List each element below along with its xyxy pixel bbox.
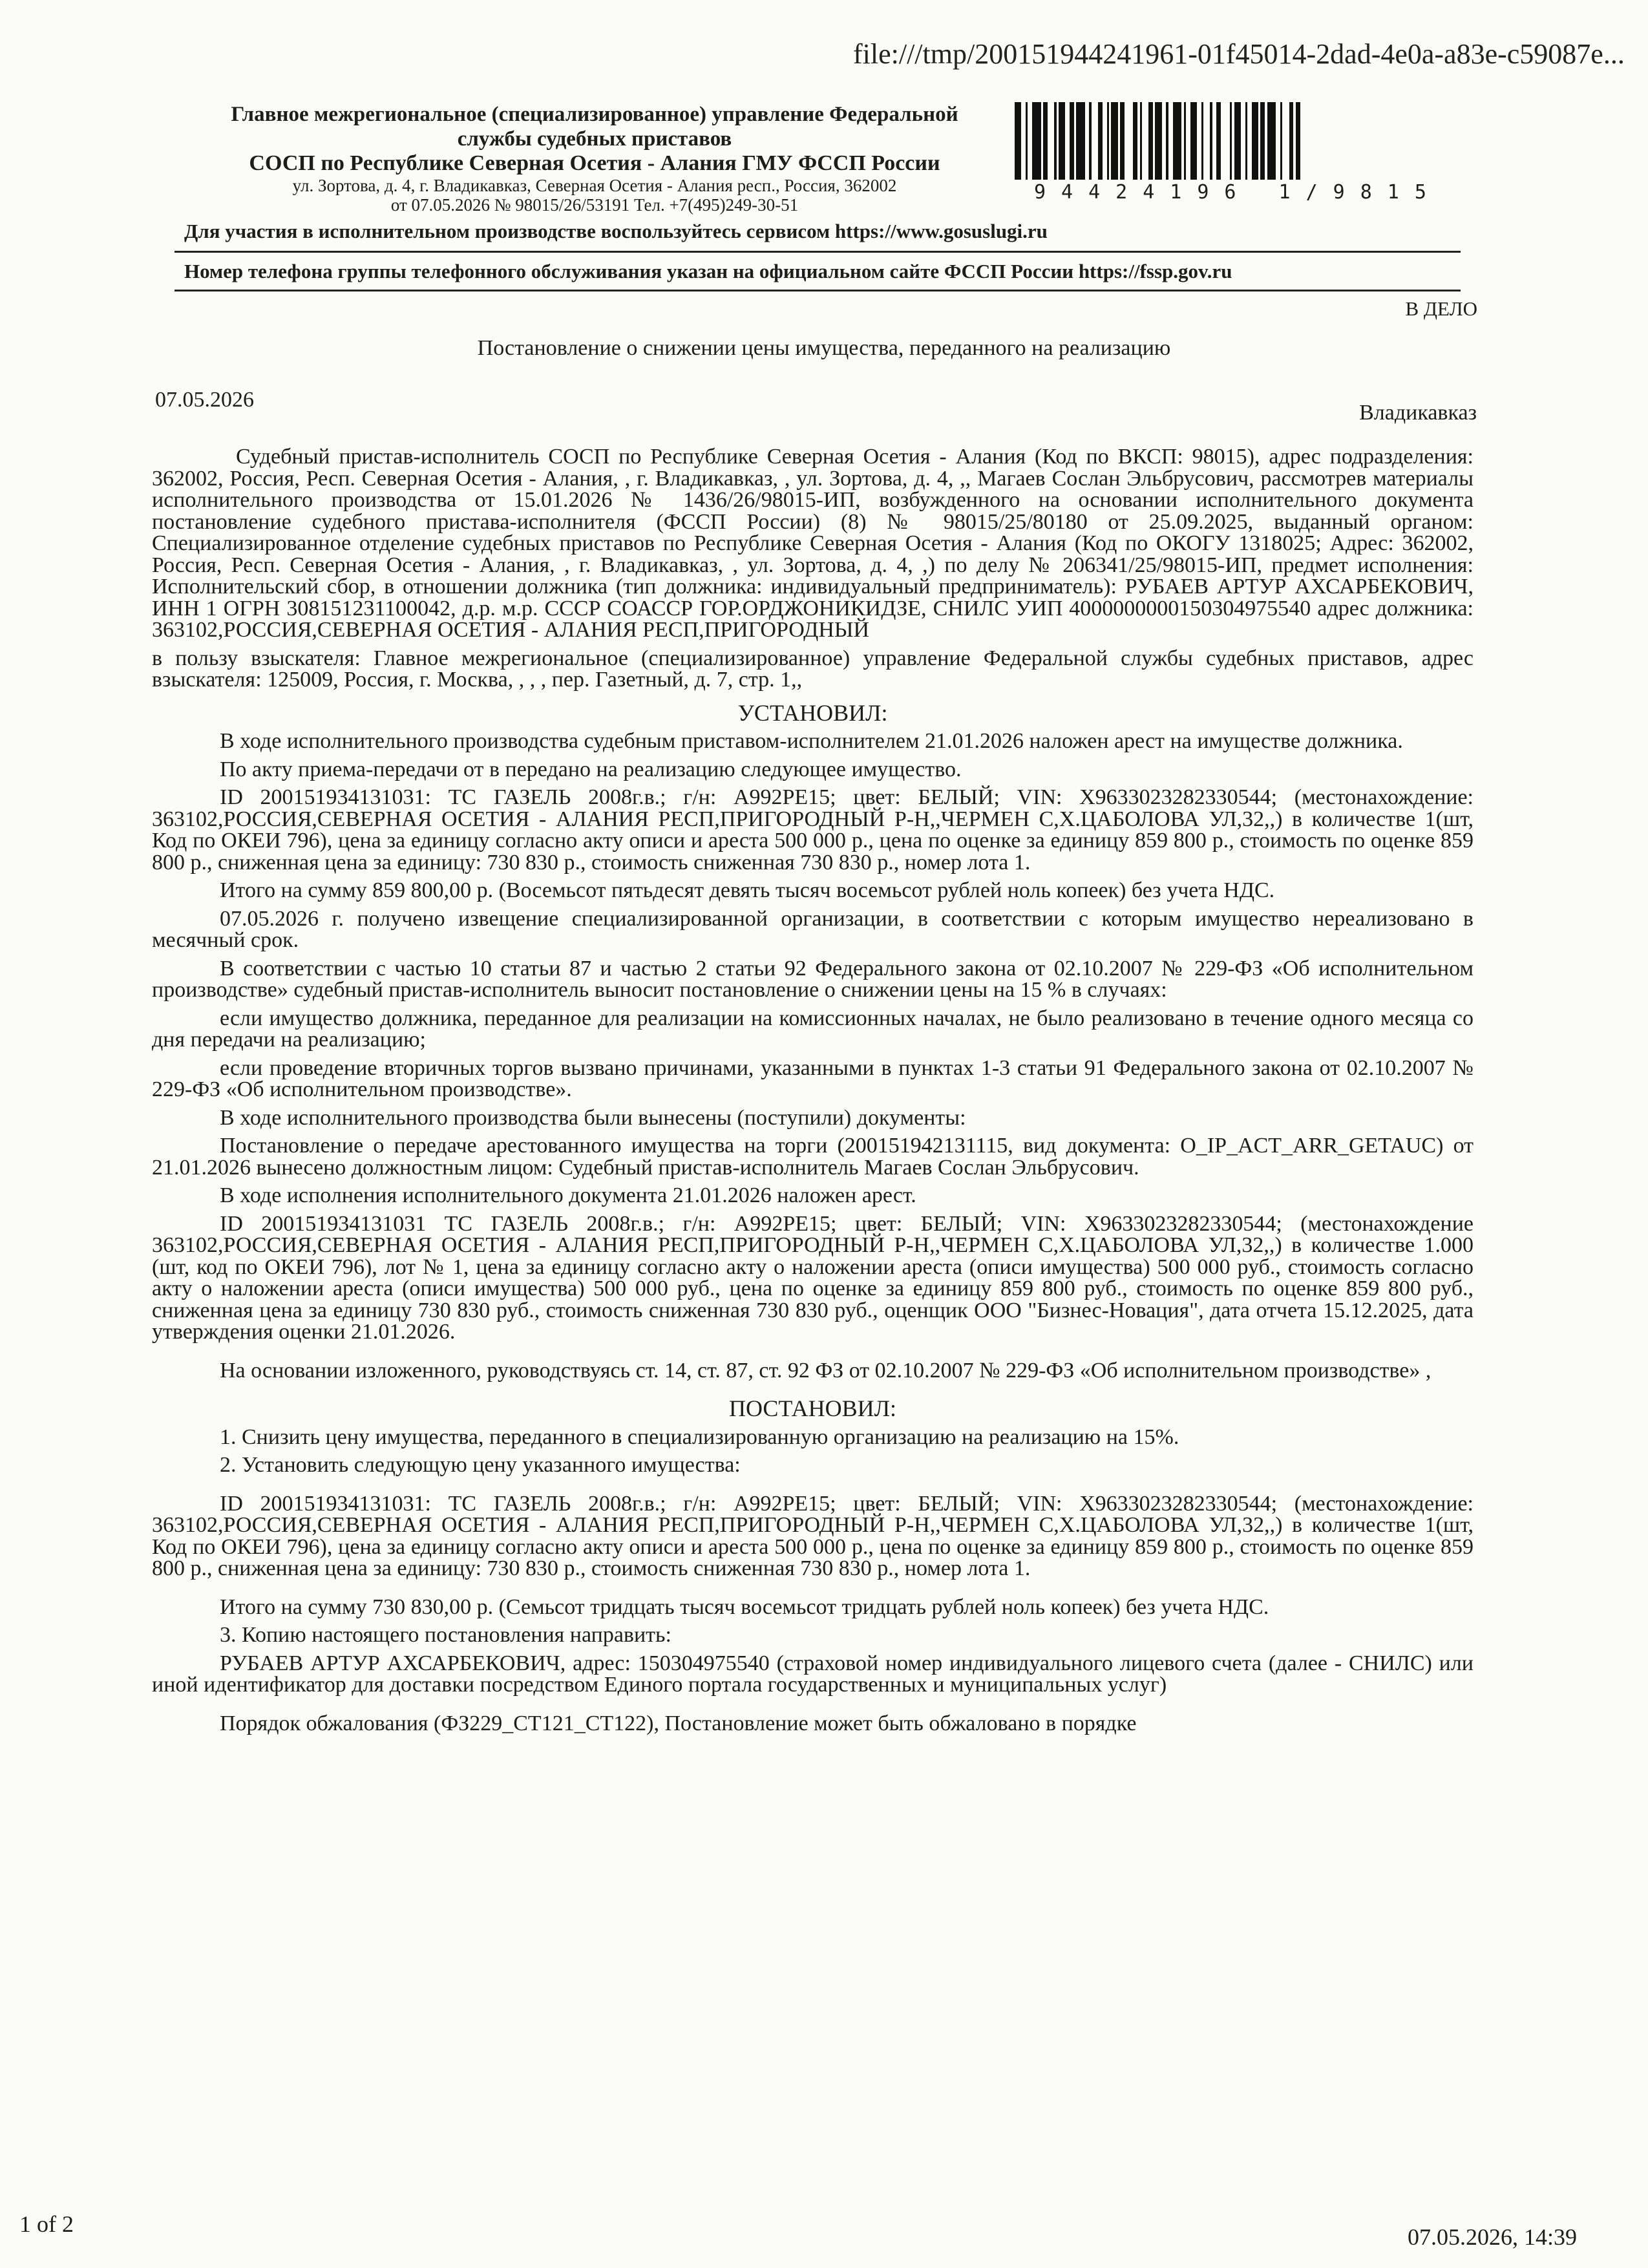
filing-mark: В ДЕЛО xyxy=(1405,297,1477,320)
paragraph: 07.05.2026 г. получено извещение специализированной организации, в соответствии с которым имущество нереализовано в месячный срок. xyxy=(152,906,1474,952)
document-title: Постановление о снижении цены имущества, переданного на реализацию xyxy=(477,336,1171,360)
barcode-bar xyxy=(1162,102,1167,180)
property-description: ID 200151934131031: ТС ГАЗЕЛЬ 2008г.в.; г/н: А992РЕ15; цвет: БЕЛЫЙ; VIN: X9633023282330544; (местонахождение: 363102,РОССИЯ,СЕВЕРНАЯ ОСЕТИЯ - АЛАНИЯ РЕСП,ПРИГОРОДНЫЙ Р-Н,,ЧЕРМЕН С,Х.ЦАБОЛОВА УЛ,32,,) в количестве 1(шт, Код по ОКЕИ 796), цена за единицу согласно акту описи и ареста 500 000 р., цена по оценке за единицу 859 800 р., стоимость по оценке 859 800 р., сниженная цена за единицу: 730 830 р., стоимость сниженная 730 830 р., номер лота 1. xyxy=(152,785,1474,874)
intro-paragraph: Судебный пристав-исполнитель СОСП по Республике Северная Осетия - Алания (Код по ВКСП: 98015), адрес подразделения: 362002, Россия, Респ. Северная Осетия - Алания, , г. Владикавказ, , ул. Зортова, д. 4, ,, Магаев Сослан Эльбрусович, рассмотрев материалы исполнительного производства от 15.01.2026 № 1436/26/98015-ИП, возбужденного на основании исполнительного документа постановление судебного пристава-исполнителя (ФССП России) (8) № 98015/25/80180 от 25.09.2025, выданный органом: Специализированное отделение судебных приставов по Республике Северная Осетия - Алания (Код по ОКОГУ 1318025; Адрес: 362002, Россия, Респ. Северная Осетия - Алания, , г. Владикавказ, , ул. Зортова, д. 4, ,) по делу № 206341/25/98015-ИП, предмет исполнения: Исполнительский сбор, в отношении должника (тип должника: индивидуальный предприниматель): РУБАЕВ АРТУР АХСАРБЕКОВИЧ, ИНН 1 ОГРН 308151231100042, д.р. м.р. СССР СОАССР ГОР.ОРДЖОНИКИДЗЕ, СНИЛС УИП 4000000000150304975540 адрес должника: 363102,РОССИЯ,СЕВЕРНАЯ ОСЕТИЯ - АЛАНИЯ РЕСП,ПРИГОРОДНЫЙ xyxy=(152,445,1474,642)
barcode-bar xyxy=(1260,102,1265,180)
barcode-bar xyxy=(1212,102,1217,180)
total-amount: Итого на сумму 859 800,00 р. (Восемьсот пятьдесят девять тысяч восемьсот рублей ноль копеек) без учета НДС. xyxy=(220,878,1275,902)
barcode-bar xyxy=(1059,102,1065,180)
barcode-bar xyxy=(1070,102,1074,180)
paragraph: В ходе исполнения исполнительного документа 21.01.2026 наложен арест. xyxy=(220,1183,916,1207)
barcode-bar xyxy=(1155,102,1161,180)
property-description: ID 200151934131031: ТС ГАЗЕЛЬ 2008г.в.; г/н: А992РЕ15; цвет: БЕЛЫЙ; VIN: X9633023282330544; (местонахождение: 363102,РОССИЯ,СЕВЕРНАЯ ОСЕТИЯ - АЛАНИЯ РЕСП,ПРИГОРОДНЫЙ Р-Н,,ЧЕРМЕН С,Х.ЦАБОЛОВА УЛ,32,,) в количестве 1(шт, Код по ОКЕИ 796), цена за единицу согласно акту описи и ареста 500 000 р., цена по оценке за единицу 859 800 р., стоимость по оценке 859 800 р., сниженная цена за единицу: 730 830 р., стоимость сниженная 730 830 р., номер лота 1. xyxy=(152,1491,1474,1580)
barcode-bar xyxy=(1043,102,1048,180)
page-number: 1 of 2 xyxy=(19,2211,74,2237)
organization-header xyxy=(174,102,1015,215)
resolved-heading: ПОСТАНОВИЛ: xyxy=(728,1395,897,1421)
barcode-bar xyxy=(1120,102,1125,180)
barcode-bar xyxy=(1267,102,1276,180)
claimant-paragraph: в пользу взыскателя: Главное межрегиональное (специализированное) управление Федеральной службы судебных приставов, адрес взыскателя: 125009, Россия, г. Москва, , , , пер. Газетный, д. 7, стр. 1,, xyxy=(152,646,1474,692)
barcode-bar xyxy=(1252,102,1258,180)
paragraph: В ходе исполнительного производства судебным приставом-исполнителем 21.01.2026 наложен арест на имуществе должника. xyxy=(220,729,1403,753)
barcode-bar xyxy=(1247,102,1252,180)
barcode-bar xyxy=(1216,102,1221,180)
document-city: Владикавказ xyxy=(1359,401,1477,425)
paragraph: если имущество должника, переданное для реализации на комиссионных началах, не было реализовано в течение одного месяца со дня передачи на реализацию; xyxy=(152,1006,1474,1052)
paragraph: Постановление о передаче арестованного имущества на торги (200151942131115, вид документа: O_IP_ACT_ARR_GETAUC) от 21.01.2026 вынесено должностным лицом: Судебный пристав-исполнитель Магаев Сослан Эльбрусович. xyxy=(152,1134,1474,1180)
barcode-bar xyxy=(1241,102,1245,180)
established-heading: УСТАНОВИЛ: xyxy=(737,699,888,726)
barcode-bar xyxy=(1048,102,1054,180)
barcode-bar xyxy=(1065,102,1070,180)
document-reference: от 07.05.2026 № 98015/26/53191 Тел. +7(495)249-30-51 xyxy=(390,195,799,215)
org-address: ул. Зортова, д. 4, г. Владикавказ, Северная Осетия - Алания респ., Россия, 362002 xyxy=(292,176,897,195)
barcode-bar xyxy=(1300,102,1307,180)
barcode-bar xyxy=(1190,102,1197,180)
org-name-line2: службы судебных приставов xyxy=(457,127,732,151)
paragraph: По акту приема-передачи от в передано на реализацию следующее имущество. xyxy=(220,757,962,781)
paragraph: В соответствии с частью 10 статьи 87 и частью 2 статьи 92 Федерального закона от 02.10.2007 № 229-ФЗ «Об исполнительном производстве» судебный пристав-исполнитель выносит постановление о снижении цены на 15 % в случаях: xyxy=(152,956,1474,1002)
barcode-bar xyxy=(1032,102,1041,180)
document-body xyxy=(152,446,1474,1741)
barcode-bar xyxy=(1142,102,1148,180)
gosuslugi-notice: Для участия в исполнительном производстве воспользуйтесь сервисом https://www.gosuslugi.ru xyxy=(184,220,1048,242)
print-timestamp: 07.05.2026, 14:39 xyxy=(1407,2224,1577,2250)
barcode-number: 94424196 1/9815 xyxy=(1034,181,1442,204)
barcode-bar xyxy=(1015,102,1021,180)
barcode-bar xyxy=(1133,102,1137,180)
barcode-bar xyxy=(1148,102,1153,180)
barcode-bar xyxy=(1111,102,1117,180)
org-department: СОСП по Республике Северная Осетия - Алания ГМУ ФССП России xyxy=(249,151,940,175)
paragraph: если проведение вторичных торгов вызвано причинами, указанными в пунктах 1-3 статьи 91 Федерального закона от 02.10.2007 № 229-ФЗ «Об исполнительном производстве». xyxy=(152,1055,1474,1101)
phone-notice: Номер телефона группы телефонного обслуживания указан на официальном сайте ФССП России https://fssp.gov.ru xyxy=(184,260,1232,282)
barcode xyxy=(1015,102,1461,180)
barcode-bar xyxy=(1028,102,1032,180)
total-amount: Итого на сумму 730 830,00 р. (Семьсот тридцать тысяч восемьсот тридцать рублей ноль копеек) без учета НДС. xyxy=(220,1595,1269,1619)
paragraph: В ходе исполнительного производства были вынесены (поступили) документы: xyxy=(220,1105,966,1130)
barcode-bar xyxy=(1098,102,1103,180)
barcode-bar xyxy=(1103,102,1107,180)
document-date: 07.05.2026 xyxy=(155,388,254,412)
barcode-bar xyxy=(1076,102,1085,180)
barcode-bar xyxy=(1221,102,1230,180)
file-url: file:///tmp/200151944241961-01f45014-2dad-4e0a-a83e-c59087e... xyxy=(853,38,1625,70)
barcode-bar xyxy=(1092,102,1098,180)
barcode-bar xyxy=(1168,102,1173,180)
barcode-bar xyxy=(1296,102,1300,180)
barcode-bar xyxy=(1125,102,1134,180)
appeal-procedure: Порядок обжалования (ФЗ229_СТ121_СТ122), Постановление может быть обжаловано в порядке xyxy=(220,1711,1137,1735)
barcode-bar xyxy=(1276,102,1280,180)
barcode-bar xyxy=(1021,102,1026,180)
resolution-item: 3. Копию настоящего постановления направить: xyxy=(220,1623,671,1647)
barcode-bar xyxy=(1085,102,1090,180)
paragraph: На основании изложенного, руководствуясь ст. 14, ст. 87, ст. 92 ФЗ от 02.10.2007 № 229-ФЗ «Об исполнительном производстве» , xyxy=(220,1358,1431,1383)
barcode-bar xyxy=(1173,102,1182,180)
divider-line xyxy=(174,251,1461,253)
barcode-bar xyxy=(1234,102,1241,180)
org-name-line1: Главное межрегиональное (специализированное) управление Федеральной xyxy=(231,103,958,126)
barcode-bar xyxy=(1203,102,1210,180)
resolution-item: 2. Установить следующую цену указанного имущества: xyxy=(220,1453,741,1477)
barcode-bar xyxy=(1289,102,1294,180)
recipient: РУБАЕВ АРТУР АХСАРБЕКОВИЧ, адрес: 150304975540 (страховой номер индивидуального лицевого счета (далее - СНИЛС) или иной идентификатор для доставки посредством Единого портала государственных и муниципальных услуг) xyxy=(152,1651,1474,1697)
barcode-bar xyxy=(1197,102,1201,180)
barcode-bar xyxy=(1282,102,1289,180)
property-description: ID 200151934131031 ТС ГАЗЕЛЬ 2008г.в.; г/н: А992РЕ15; цвет: БЕЛЫЙ; VIN: X9633023282330544; (местонахождение 363102,РОССИЯ,СЕВЕРНАЯ ОСЕТИЯ - АЛАНИЯ РЕСП,ПРИГОРОДНЫЙ Р-Н,,ЧЕРМЕН С,Х.ЦАБОЛОВА УЛ,32,,) в количестве 1.000 (шт, код по ОКЕИ 796), лот № 1, цена за единицу согласно акту о наложении ареста (описи имущества) 500 000 руб., стоимость согласно акту о наложении ареста (описи имущества) 500 000 руб., цена по оценке за единицу 859 800 руб., стоимость по оценке 859 800 руб., сниженная цена за единицу 730 830 руб., стоимость сниженная 730 830 руб., оценщик ООО "Бизнес-Новация", дата отчета 15.12.2025, дата утверждения оценки 21.01.2026. xyxy=(152,1211,1474,1344)
resolution-item: 1. Снизить цену имущества, переданного в специализированную организацию на реализацию на 15%. xyxy=(220,1425,1179,1449)
barcode-bar xyxy=(1186,102,1190,180)
divider-line xyxy=(174,290,1461,291)
